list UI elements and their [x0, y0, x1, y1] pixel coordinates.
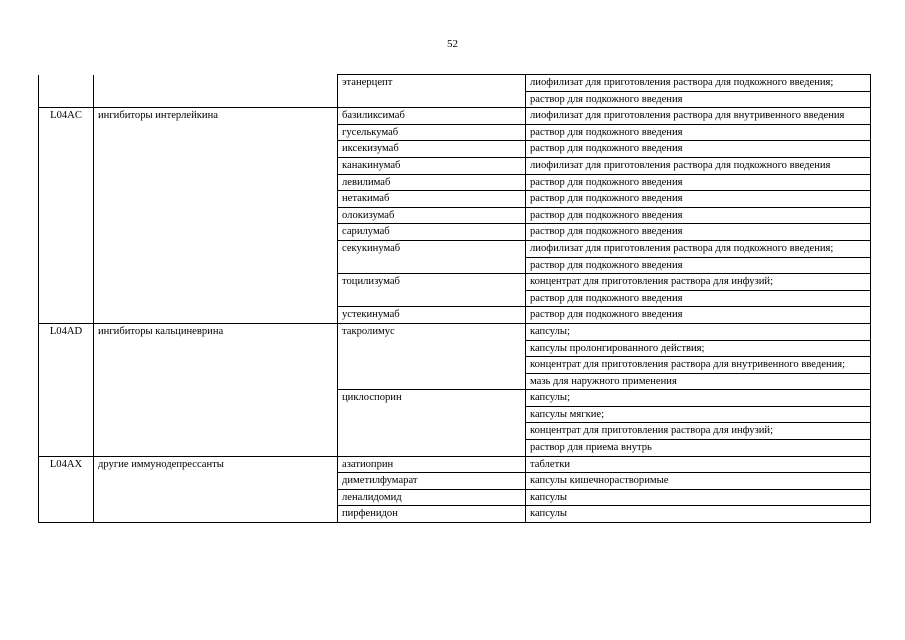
dosage-form-cell: таблетки: [526, 456, 871, 473]
drug-name-cell: такролимус: [338, 323, 526, 389]
drug-name-cell: базиликсимаб: [338, 108, 526, 125]
table-row: [39, 108, 871, 125]
dosage-form-cell: капсулы: [526, 506, 871, 523]
drug-name-cell: гуселькумаб: [338, 124, 526, 141]
dosage-form-cell: раствор для подкожного введения: [526, 207, 871, 224]
drug-name-cell: секукинумаб: [338, 240, 526, 273]
dosage-form-cell: концентрат для приготовления раствора для инфузий;: [526, 423, 871, 440]
drug-name-cell: азатиоприн: [338, 456, 526, 473]
drug-name-cell: пирфенидон: [338, 506, 526, 523]
drug-name-cell: тоцилизумаб: [338, 274, 526, 307]
dosage-form-cell: лиофилизат для приготовления раствора для подкожного введения: [526, 157, 871, 174]
dosage-form-cell: раствор для подкожного введения: [526, 307, 871, 324]
drug-name-cell: иксекизумаб: [338, 141, 526, 158]
atc-code-cell: L04AX: [39, 456, 94, 522]
dosage-form-cell: раствор для подкожного введения: [526, 224, 871, 241]
atc-code-cell: L04AD: [39, 323, 94, 456]
dosage-form-cell: капсулы: [526, 489, 871, 506]
dosage-form-cell: раствор для подкожного введения: [526, 141, 871, 158]
drug-name-cell: канакинумаб: [338, 157, 526, 174]
drug-name-cell: сарилумаб: [338, 224, 526, 241]
dosage-form-cell: раствор для подкожного введения: [526, 91, 871, 108]
atc-code-cell: [39, 75, 94, 108]
drug-name-cell: нетакимаб: [338, 191, 526, 208]
drug-name-cell: циклоспорин: [338, 390, 526, 456]
dosage-form-cell: мазь для наружного применения: [526, 373, 871, 390]
atc-code-cell: L04AC: [39, 108, 94, 324]
drug-table: [38, 74, 871, 523]
dosage-form-cell: раствор для подкожного введения: [526, 174, 871, 191]
drug-group-cell: ингибиторы кальциневрина: [94, 323, 338, 456]
dosage-form-cell: концентрат для приготовления раствора для инфузий;: [526, 274, 871, 291]
drug-group-cell: [94, 75, 338, 108]
table-row: [39, 456, 871, 473]
dosage-form-cell: раствор для подкожного введения: [526, 290, 871, 307]
drug-name-cell: диметилфумарат: [338, 473, 526, 490]
dosage-form-cell: капсулы пролонгированного действия;: [526, 340, 871, 357]
drug-name-cell: устекинумаб: [338, 307, 526, 324]
drug-name-cell: леналидомид: [338, 489, 526, 506]
dosage-form-cell: раствор для подкожного введения: [526, 257, 871, 274]
table-row: [39, 323, 871, 340]
dosage-form-cell: капсулы;: [526, 390, 871, 407]
dosage-form-cell: лиофилизат для приготовления раствора для подкожного введения;: [526, 240, 871, 257]
drug-name-cell: олокизумаб: [338, 207, 526, 224]
page-number: 52: [447, 38, 458, 50]
dosage-form-cell: раствор для подкожного введения: [526, 191, 871, 208]
dosage-form-cell: раствор для приема внутрь: [526, 440, 871, 457]
dosage-form-cell: капсулы кишечнорастворимые: [526, 473, 871, 490]
drug-name-cell: этанерцепт: [338, 75, 526, 108]
dosage-form-cell: концентрат для приготовления раствора для внутривенного введения;: [526, 357, 871, 374]
dosage-form-cell: лиофилизат для приготовления раствора для подкожного введения;: [526, 75, 871, 92]
drug-group-cell: ингибиторы интерлейкина: [94, 108, 338, 324]
drug-table-body: [39, 75, 871, 523]
drug-name-cell: левилимаб: [338, 174, 526, 191]
drug-group-cell: другие иммунодепрессанты: [94, 456, 338, 522]
dosage-form-cell: капсулы мягкие;: [526, 406, 871, 423]
dosage-form-cell: лиофилизат для приготовления раствора для внутривенного введения: [526, 108, 871, 125]
dosage-form-cell: раствор для подкожного введения: [526, 124, 871, 141]
dosage-form-cell: капсулы;: [526, 323, 871, 340]
table-row: [39, 75, 871, 92]
